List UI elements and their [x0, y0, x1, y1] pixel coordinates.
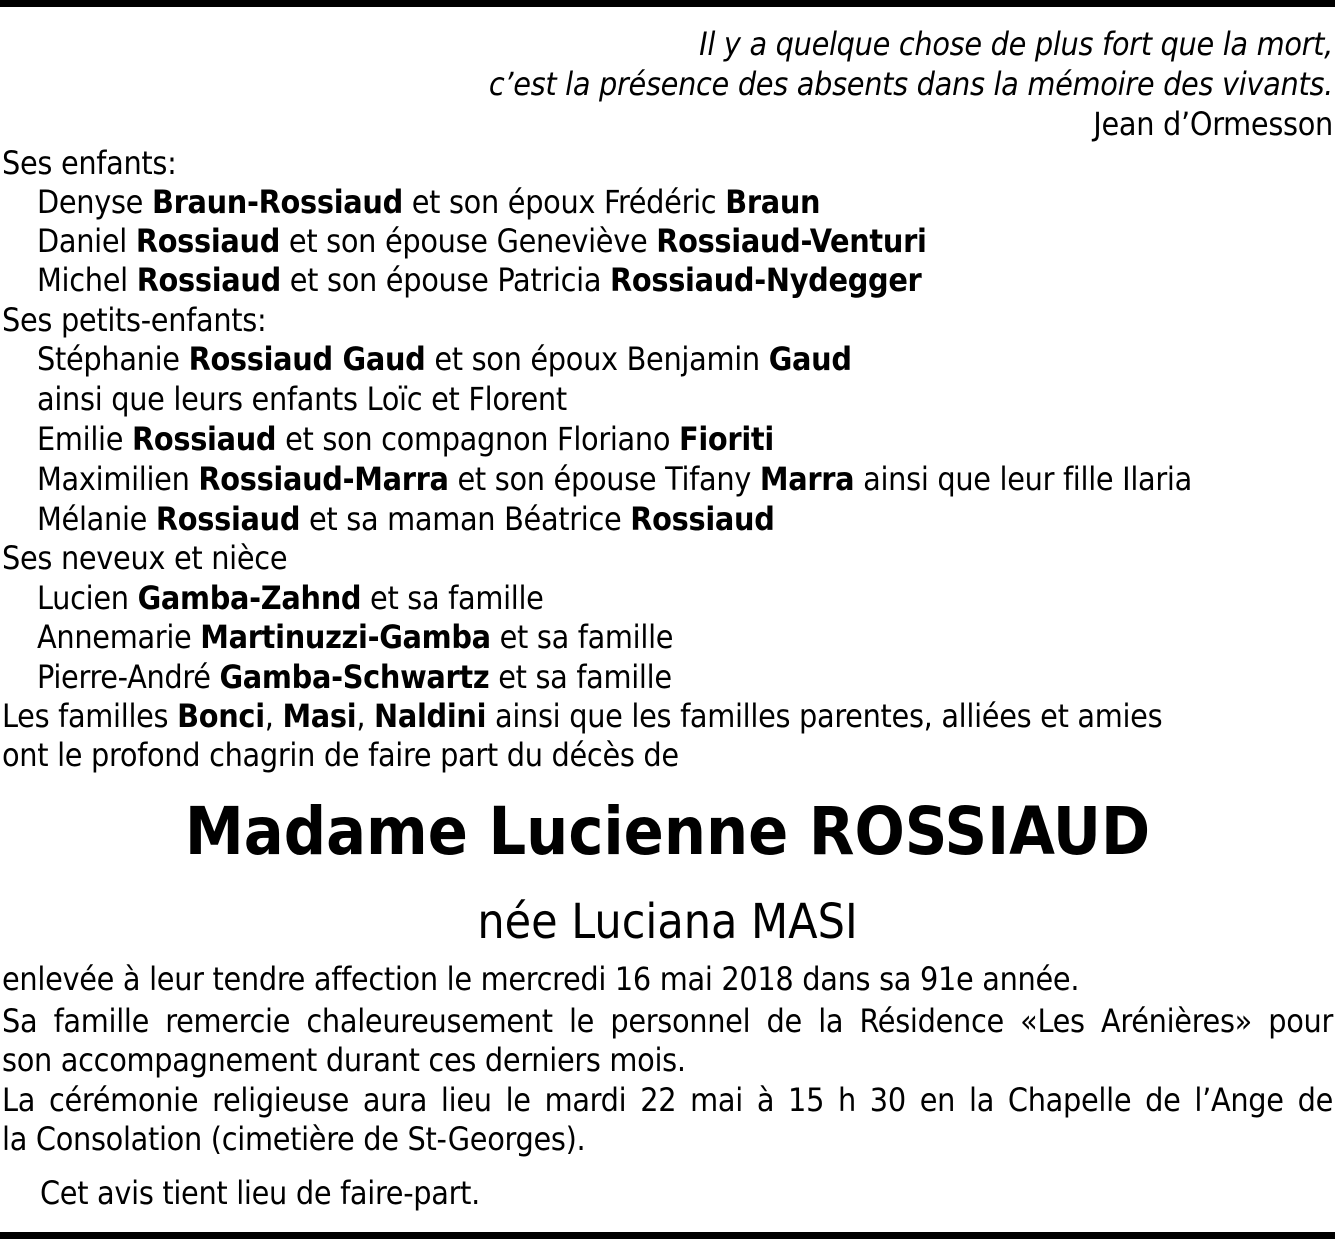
petit-enfant-line: Emilie Rossiaud et son compagnon Floriano Fioriti	[37, 420, 774, 458]
petits-enfants-heading: Ses petits-enfants:	[2, 301, 267, 339]
neveu-line: Pierre-André Gamba-Schwartz et sa famille	[37, 658, 672, 696]
chagrin-line: ont le profond chagrin de faire part du décès de	[2, 736, 679, 774]
quote-author: Jean d’Ormesson	[1093, 105, 1333, 143]
neveu-line: Lucien Gamba-Zahnd et sa famille	[37, 579, 544, 617]
enfants-heading: Ses enfants:	[2, 144, 177, 182]
top-rule	[0, 0, 1335, 7]
deceased-name: Madame Lucienne ROSSIAUD	[184, 793, 1151, 870]
quote-line-1: Il y a quelque chose de plus fort que la mort,	[699, 25, 1333, 63]
neveu-line: Annemarie Martinuzzi-Gamba et sa famille	[37, 618, 674, 656]
enfant-line: Daniel Rossiaud et son épouse Geneviève Rossiaud-Venturi	[37, 222, 927, 260]
closing-line-5: la Consolation (cimetière de St-Georges).	[2, 1120, 586, 1158]
petit-enfant-line: Maximilien Rossiaud-Marra et son épouse Tifany Marra ainsi que leur fille Ilaria	[37, 460, 1192, 498]
closing-line-4: La cérémonie religieuse aura lieu le mardi 22 mai à 15 h 30 en la Chapelle de l’Ange de	[2, 1081, 1333, 1119]
deceased-maiden-name: née Luciana MASI	[477, 895, 858, 950]
closing-line-3: son accompagnement durant ces derniers mois.	[2, 1041, 686, 1079]
petit-enfant-line: Mélanie Rossiaud et sa maman Béatrice Rossiaud	[37, 500, 775, 538]
quote-line-2: c’est la présence des absents dans la mémoire des vivants.	[488, 65, 1333, 103]
closing-line-6: Cet avis tient lieu de faire-part.	[40, 1174, 480, 1212]
enfant-line: Denyse Braun-Rossiaud et son époux Frédéric Braun	[37, 183, 821, 221]
enfant-line: Michel Rossiaud et son épouse Patricia Rossiaud-Nydegger	[37, 261, 922, 299]
closing-line-2: Sa famille remercie chaleureusement le personnel de la Résidence «Les Arénières» pour	[2, 1002, 1333, 1040]
bottom-rule	[0, 1232, 1335, 1239]
closing-line-1: enlevée à leur tendre affection le mercredi 16 mai 2018 dans sa 91e année.	[2, 960, 1080, 998]
petit-enfant-line: Stéphanie Rossiaud Gaud et son époux Benjamin Gaud	[37, 340, 852, 378]
familles-line: Les familles Bonci, Masi, Naldini ainsi que les familles parentes, alliées et amies	[2, 697, 1163, 735]
petit-enfant-line: ainsi que leurs enfants Loïc et Florent	[37, 380, 567, 418]
neveux-heading: Ses neveux et nièce	[2, 539, 288, 577]
